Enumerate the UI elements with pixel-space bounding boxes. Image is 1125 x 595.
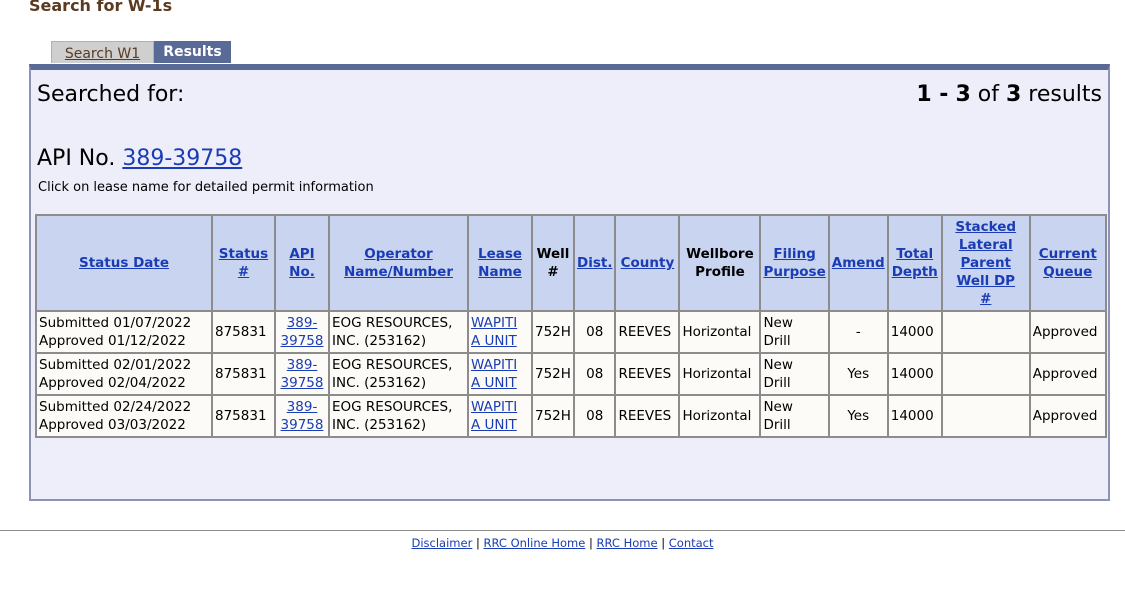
- contact-link[interactable]: Contact: [668, 536, 714, 550]
- cell-total-depth: 14000: [888, 395, 942, 437]
- rrc-online-home-link[interactable]: RRC Online Home: [483, 536, 586, 550]
- col-lease-name[interactable]: [468, 215, 532, 311]
- cell-wellbore-profile: Horizontal: [679, 395, 760, 437]
- page-title: Search for W-1s: [29, 0, 173, 15]
- sort-amend-link[interactable]: Amend: [831, 255, 885, 271]
- cell-status-date: Submitted 02/01/2022 Approved 02/04/2022: [36, 353, 212, 395]
- col-county[interactable]: [615, 215, 679, 311]
- sort-status-date-link[interactable]: Status Date: [78, 255, 169, 271]
- cell-operator: EOG RESOURCES, INC. (253162): [329, 353, 468, 395]
- cell-wellbore-profile: Horizontal: [679, 311, 760, 353]
- footer: [0, 536, 1125, 550]
- sort-status-number-link[interactable]: Status #: [218, 246, 269, 280]
- of-label: of: [977, 82, 999, 107]
- footer-separator: |: [475, 536, 480, 550]
- api-search-criteria: [37, 146, 242, 171]
- col-current-queue[interactable]: [1030, 215, 1106, 311]
- col-wellbore-profile: Wellbore Profile: [679, 215, 760, 311]
- cell-stacked-lateral: [942, 353, 1030, 395]
- cell-status-number: 875831: [212, 395, 275, 437]
- cell-dist: 08: [574, 353, 615, 395]
- col-total-depth[interactable]: [888, 215, 942, 311]
- footer-divider: [0, 530, 1125, 531]
- col-filing-purpose[interactable]: [760, 215, 828, 311]
- tab-search-w1[interactable]: Search W1: [51, 41, 154, 63]
- col-status-date[interactable]: [36, 215, 212, 311]
- cell-api-no[interactable]: [275, 395, 329, 437]
- cell-county: REEVES: [615, 311, 679, 353]
- api-number-link[interactable]: 389-39758: [122, 146, 243, 171]
- cell-status-date: Submitted 02/24/2022 Approved 03/03/2022: [36, 395, 212, 437]
- cell-county: REEVES: [615, 353, 679, 395]
- cell-lease-name[interactable]: [468, 311, 532, 353]
- cell-total-depth: 14000: [888, 311, 942, 353]
- cell-operator: EOG RESOURCES, INC. (253162): [329, 395, 468, 437]
- table-header-row: [36, 215, 1106, 311]
- range-start: 1 -: [916, 82, 949, 107]
- cell-filing-purpose: New Drill: [760, 311, 828, 353]
- col-status-number[interactable]: [212, 215, 275, 311]
- footer-separator: |: [661, 536, 666, 550]
- range-end: 3: [955, 82, 971, 107]
- api-no-link[interactable]: 389- 39758: [280, 357, 324, 391]
- cell-lease-name[interactable]: [468, 353, 532, 395]
- api-no-link[interactable]: 389- 39758: [280, 315, 324, 349]
- sort-current-queue-link[interactable]: Current Queue: [1038, 246, 1097, 280]
- cell-dist: 08: [574, 311, 615, 353]
- cell-lease-name[interactable]: [468, 395, 532, 437]
- cell-well-number: 752H: [532, 353, 574, 395]
- col-api-no[interactable]: [275, 215, 329, 311]
- cell-filing-purpose: New Drill: [760, 353, 828, 395]
- col-operator[interactable]: [329, 215, 468, 311]
- footer-separator: |: [588, 536, 593, 550]
- results-word: results: [1028, 82, 1102, 107]
- cell-api-no[interactable]: [275, 311, 329, 353]
- sort-api-no-link[interactable]: API No.: [289, 246, 315, 280]
- sort-total-depth-link[interactable]: Total Depth: [891, 246, 938, 280]
- cell-current-queue: Approved: [1030, 395, 1106, 437]
- cell-status-date: Submitted 01/07/2022 Approved 01/12/2022: [36, 311, 212, 353]
- col-well-number: Well #: [532, 215, 574, 311]
- cell-api-no[interactable]: [275, 353, 329, 395]
- sort-dist-link[interactable]: Dist.: [577, 255, 613, 271]
- cell-total-depth: 14000: [888, 353, 942, 395]
- results-count: [916, 82, 1102, 107]
- cell-well-number: 752H: [532, 395, 574, 437]
- results-panel: [29, 64, 1110, 501]
- searched-for-heading: Searched for:: [37, 82, 185, 107]
- sort-stacked-lateral-link[interactable]: Stacked Lateral Parent Well DP #: [955, 219, 1017, 307]
- cell-current-queue: Approved: [1030, 311, 1106, 353]
- sort-lease-name-link[interactable]: Lease Name: [477, 246, 523, 280]
- col-stacked-lateral[interactable]: [942, 215, 1030, 311]
- results-table: [35, 214, 1107, 438]
- cell-well-number: 752H: [532, 311, 574, 353]
- lease-hint: Click on lease name for detailed permit information: [38, 180, 374, 195]
- cell-operator: EOG RESOURCES, INC. (253162): [329, 311, 468, 353]
- table-row: [36, 311, 1106, 353]
- disclaimer-link[interactable]: Disclaimer: [411, 536, 473, 550]
- lease-name-link[interactable]: WAPITI A UNIT: [471, 357, 518, 391]
- cell-status-number: 875831: [212, 311, 275, 353]
- cell-amend: Yes: [829, 353, 888, 395]
- lease-name-link[interactable]: WAPITI A UNIT: [471, 315, 518, 349]
- tab-bar: [51, 41, 231, 65]
- sort-operator-link[interactable]: Operator Name/Number: [343, 246, 453, 280]
- tab-results[interactable]: Results: [154, 41, 231, 63]
- cell-dist: 08: [574, 395, 615, 437]
- sort-filing-purpose-link[interactable]: Filing Purpose: [763, 246, 826, 280]
- api-label: API No.: [37, 146, 116, 171]
- cell-stacked-lateral: [942, 395, 1030, 437]
- cell-current-queue: Approved: [1030, 353, 1106, 395]
- cell-county: REEVES: [615, 395, 679, 437]
- cell-filing-purpose: New Drill: [760, 395, 828, 437]
- results-total: 3: [1005, 82, 1022, 107]
- col-dist[interactable]: [574, 215, 615, 311]
- col-amend[interactable]: [829, 215, 888, 311]
- cell-wellbore-profile: Horizontal: [679, 353, 760, 395]
- api-no-link[interactable]: 389- 39758: [280, 399, 324, 433]
- cell-amend: Yes: [829, 395, 888, 437]
- rrc-home-link[interactable]: RRC Home: [596, 536, 658, 550]
- sort-county-link[interactable]: County: [620, 255, 675, 271]
- lease-name-link[interactable]: WAPITI A UNIT: [471, 399, 518, 433]
- table-row: [36, 395, 1106, 437]
- cell-amend: -: [829, 311, 888, 353]
- cell-status-number: 875831: [212, 353, 275, 395]
- cell-stacked-lateral: [942, 311, 1030, 353]
- table-row: [36, 353, 1106, 395]
